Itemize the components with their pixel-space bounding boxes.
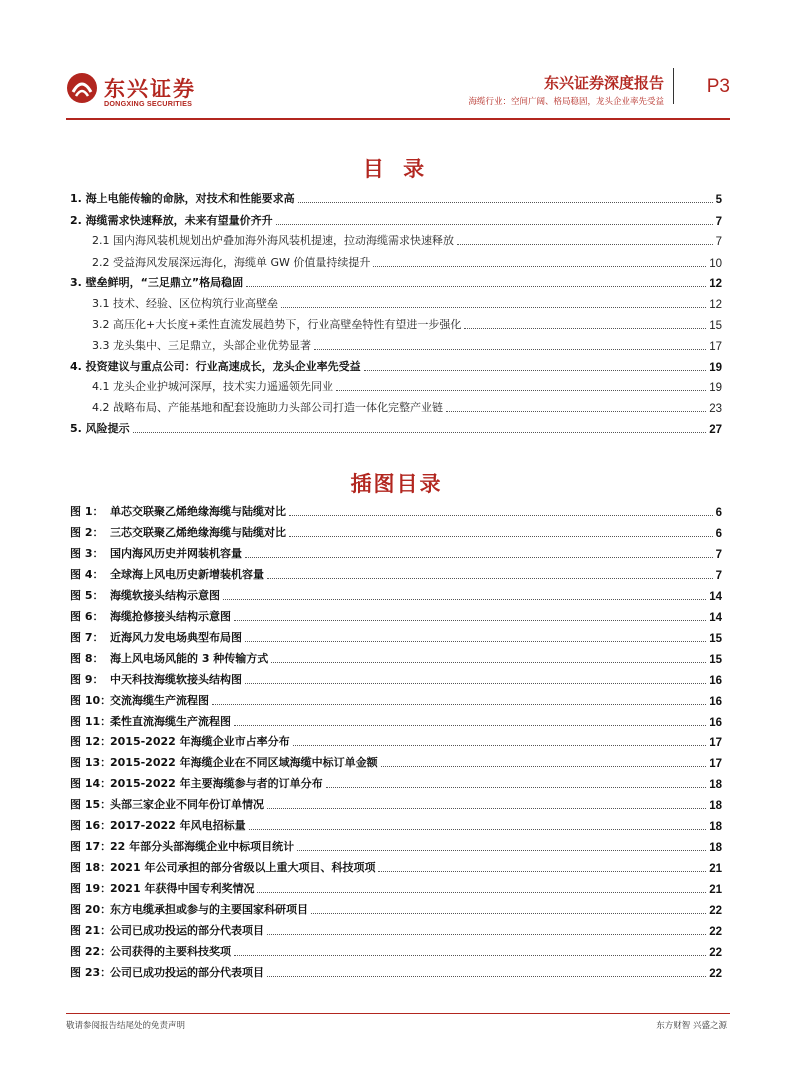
toc-entry-label: 5. 风险提示 [70, 422, 130, 435]
toc-entry[interactable] [92, 232, 722, 248]
figure-entry-page: 17 [709, 758, 722, 770]
toc-entry-page: 10 [709, 258, 722, 270]
toc-entry-page: 7 [715, 216, 722, 228]
footer-rule [66, 1013, 730, 1014]
toc-entry-label: 4.1 龙头企业护城河深厚，技术实力遥遥领先同业 [92, 380, 333, 393]
figure-leader-dots [378, 871, 706, 872]
figure-entry[interactable] [70, 608, 722, 624]
toc-entry-page: 5 [715, 194, 722, 206]
toc-entry-label: 2. 海缆需求快速释放，未来有望量价齐升 [70, 214, 273, 227]
figure-leader-dots [326, 787, 707, 788]
toc-entry-page: 12 [709, 299, 722, 311]
logo-english-text: DONGXING SECURITIES [104, 99, 193, 108]
report-subtitle: 海缆行业：空间广阔、格局稳固，龙头企业率先受益 [468, 97, 664, 107]
figure-entry[interactable] [70, 922, 722, 938]
figure-entry-page: 14 [709, 591, 722, 603]
figure-entry-label: 东方电缆承担或参与的主要国家科研项目 [110, 903, 308, 916]
figure-leader-dots [234, 955, 706, 956]
toc-entry[interactable] [92, 378, 722, 394]
figure-leader-dots [293, 745, 707, 746]
figure-number: 图 16： [70, 819, 112, 832]
figure-entry-page: 22 [709, 905, 722, 917]
company-logo [66, 68, 196, 112]
toc-entry[interactable] [70, 420, 722, 436]
figure-entry[interactable] [70, 503, 722, 519]
figure-number: 图 4： [70, 568, 104, 581]
toc-leader-dots [314, 349, 706, 350]
toc-entry[interactable] [70, 274, 722, 290]
figure-entry-label: 2017-2022 年风电招标量 [110, 819, 246, 832]
figure-entry-page: 18 [709, 779, 722, 791]
figure-entry-page: 7 [715, 549, 722, 561]
toc-title: 目 录 [362, 157, 431, 181]
figure-leader-dots [267, 578, 713, 579]
figure-entry-label: 2021 年公司承担的部分省级以上重大项目、科技项项 [110, 861, 376, 874]
footer-slogan: 东方财智 兴盛之源 [656, 1021, 727, 1031]
figure-number: 图 12： [70, 735, 112, 748]
figure-entry-label: 单芯交联聚乙烯绝缘海缆与陆缆对比 [110, 505, 286, 518]
figure-entry-label: 中天科技海缆软接头结构图 [110, 673, 242, 686]
toc-leader-dots [446, 411, 706, 412]
figure-leader-dots [267, 808, 706, 809]
logo-chinese-text: 东兴证券 [104, 77, 196, 101]
figure-entry-page: 6 [715, 507, 722, 519]
figure-leader-dots [249, 829, 707, 830]
figure-entry[interactable] [70, 524, 722, 540]
toc-entry-page: 15 [709, 320, 722, 332]
figure-leader-dots [267, 934, 706, 935]
figure-entry-label: 交流海缆生产流程图 [110, 694, 209, 707]
toc-entry[interactable] [92, 316, 722, 332]
figure-leader-dots [381, 766, 707, 767]
figure-entry[interactable] [70, 713, 722, 729]
figure-entry-label: 全球海上风电历史新增装机容量 [110, 568, 264, 581]
toc-entry[interactable] [92, 337, 722, 353]
figure-entry-page: 16 [709, 675, 722, 687]
toc-leader-dots [298, 202, 713, 203]
figure-entry[interactable] [70, 754, 722, 770]
toc-entry-page: 27 [709, 424, 722, 436]
figure-number: 图 21： [70, 924, 112, 937]
figure-entry[interactable] [70, 692, 722, 708]
toc-entry[interactable] [92, 295, 722, 311]
figure-entry-label: 海缆软接头结构示意图 [110, 589, 220, 602]
figure-number: 图 2： [70, 526, 104, 539]
figure-number: 图 23： [70, 966, 112, 979]
toc-leader-dots [276, 224, 713, 225]
toc-leader-dots [364, 370, 707, 371]
dongxing-logo-icon [66, 72, 98, 104]
figure-number: 图 8： [70, 652, 104, 665]
figure-entry-label: 2021 年获得中国专利奖情况 [110, 882, 255, 895]
toc-entry-label: 4.2 战略布局、产能基地和配套设施助力头部公司打造一体化完整产业链 [92, 401, 443, 414]
figure-entry-page: 15 [709, 654, 722, 666]
figure-entry-label: 海缆抢修接头结构示意图 [110, 610, 231, 623]
figure-leader-dots [234, 725, 706, 726]
figure-entry-label: 2015-2022 年海缆企业市占率分布 [110, 735, 290, 748]
toc-entry-label: 3. 壁垒鲜明，“三足鼎立”格局稳固 [70, 276, 244, 289]
header-divider [673, 68, 674, 104]
figure-entry-page: 18 [709, 842, 722, 854]
figure-entry-label: 头部三家企业不同年份订单情况 [110, 798, 264, 811]
figure-number: 图 5： [70, 589, 104, 602]
toc-entry-page: 17 [709, 341, 722, 353]
figure-entry-page: 21 [709, 863, 722, 875]
toc-entry-page: 19 [709, 362, 722, 374]
figure-entry-page: 15 [709, 633, 722, 645]
figure-number: 图 14： [70, 777, 112, 790]
figure-number: 图 1： [70, 505, 104, 518]
figure-number: 图 19： [70, 882, 112, 895]
figure-entry[interactable] [70, 545, 722, 561]
toc-entry-label: 4. 投资建议与重点公司：行业高速成长，龙头企业率先受益 [70, 360, 361, 373]
toc-entry-label: 1. 海上电能传输的命脉，对技术和性能要求高 [70, 192, 295, 205]
figure-entry-label: 国内海风历史并网装机容量 [110, 547, 242, 560]
figure-number: 图 3： [70, 547, 104, 560]
figure-entry-page: 21 [709, 884, 722, 896]
toc-entry[interactable] [70, 358, 722, 374]
figure-number: 图 6： [70, 610, 104, 623]
figure-entry-page: 18 [709, 821, 722, 833]
figure-entry[interactable] [70, 964, 722, 980]
toc-entry-page: 23 [709, 403, 722, 415]
figures-title: 插图目录 [350, 472, 443, 496]
figure-number: 图 15： [70, 798, 112, 811]
figure-entry-label: 22 年部分头部海缆企业中标项目统计 [110, 840, 295, 853]
page-header [66, 62, 730, 118]
figure-number: 图 13： [70, 756, 112, 769]
figure-entry[interactable] [70, 901, 722, 917]
figure-entry-label: 2015-2022 年主要海缆参与者的订单分布 [110, 777, 323, 790]
figure-leader-dots [289, 536, 713, 537]
toc-entry-label: 3.2 高压化+大长度+柔性直流发展趋势下，行业高壁垒特性有望进一步强化 [92, 318, 462, 331]
figure-entry[interactable] [70, 775, 722, 791]
toc-leader-dots [336, 390, 706, 391]
figure-number: 图 20： [70, 903, 112, 916]
figure-leader-dots [297, 850, 706, 851]
figure-entry[interactable] [70, 671, 722, 687]
page-number: P3 [706, 76, 730, 97]
toc-leader-dots [457, 244, 713, 245]
figure-entry-page: 22 [709, 968, 722, 980]
figure-entry-label: 三芯交联聚乙烯绝缘海缆与陆缆对比 [110, 526, 286, 539]
figure-leader-dots [245, 683, 706, 684]
figure-leader-dots [257, 892, 706, 893]
figure-entry-page: 14 [709, 612, 722, 624]
figure-entry-label: 2015-2022 年海缆企业在不同区域海缆中标订单金额 [110, 756, 378, 769]
figure-entry-page: 7 [715, 570, 722, 582]
toc-entry[interactable] [70, 212, 722, 228]
figure-entry-label: 公司获得的主要科技奖项 [110, 945, 231, 958]
figure-leader-dots [311, 913, 706, 914]
figure-entry-page: 18 [709, 800, 722, 812]
figure-entry[interactable] [70, 817, 722, 833]
toc-leader-dots [246, 286, 706, 287]
report-title: 东兴证券深度报告 [543, 74, 664, 92]
toc-leader-dots [281, 307, 706, 308]
figure-entry[interactable] [70, 838, 722, 854]
figure-entry-page: 22 [709, 947, 722, 959]
toc-entry-page: 19 [709, 382, 722, 394]
toc-entry-page: 12 [709, 278, 722, 290]
figure-leader-dots [234, 620, 706, 621]
toc-leader-dots [373, 266, 706, 267]
toc-entry-label: 3.1 技术、经验、区位构筑行业高壁垒 [92, 297, 278, 310]
figure-entry[interactable] [70, 733, 722, 749]
toc-leader-dots [464, 328, 706, 329]
figure-number: 图 10： [70, 694, 112, 707]
figure-leader-dots [271, 662, 706, 663]
figure-number: 图 17： [70, 840, 112, 853]
toc-entry[interactable] [92, 254, 722, 270]
figure-leader-dots [245, 641, 706, 642]
footer-disclaimer: 敬请参阅报告结尾处的免责声明 [66, 1021, 186, 1031]
figure-entry[interactable] [70, 796, 722, 812]
figure-leader-dots [212, 704, 706, 705]
figure-entry[interactable] [70, 880, 722, 896]
figure-leader-dots [223, 599, 706, 600]
header-rule [66, 118, 730, 120]
toc-entry-label: 2.1 国内海风装机规划出炉叠加海外海风装机提速，拉动海缆需求快速释放 [92, 234, 454, 247]
figure-leader-dots [267, 976, 706, 977]
toc-entry-label: 2.2 受益海风发展深远海化，海缆单 GW 价值量持续提升 [92, 256, 371, 269]
toc-entry[interactable] [70, 190, 722, 206]
figure-leader-dots [245, 557, 713, 558]
figure-entry-label: 海上风电场风能的 3 种传输方式 [110, 652, 269, 665]
figure-entry-label: 公司已成功投运的部分代表项目 [110, 966, 264, 979]
toc-entry-page: 7 [715, 236, 722, 248]
figure-entry[interactable] [70, 650, 722, 666]
figure-entry[interactable] [70, 587, 722, 603]
figure-entry-label: 公司已成功投运的部分代表项目 [110, 924, 264, 937]
figure-entry-page: 17 [709, 737, 722, 749]
figure-entry[interactable] [70, 629, 722, 645]
figure-entry-page: 16 [709, 696, 722, 708]
toc-entry-label: 3.3 龙头集中、三足鼎立，头部企业优势显著 [92, 339, 311, 352]
figure-entry-label: 近海风力发电场典型布局图 [110, 631, 242, 644]
figure-number: 图 18： [70, 861, 112, 874]
figure-entry-label: 柔性直流海缆生产流程图 [110, 715, 231, 728]
figure-entry[interactable] [70, 859, 722, 875]
toc-entry[interactable] [92, 399, 722, 415]
figure-number: 图 11： [70, 715, 112, 728]
figure-entry-page: 22 [709, 926, 722, 938]
figure-entry[interactable] [70, 566, 722, 582]
figure-leader-dots [289, 515, 713, 516]
figure-entry[interactable] [70, 943, 722, 959]
figure-number: 图 7： [70, 631, 104, 644]
figure-number: 图 9： [70, 673, 104, 686]
figure-entry-page: 6 [715, 528, 722, 540]
toc-leader-dots [133, 432, 707, 433]
figure-entry-page: 16 [709, 717, 722, 729]
figure-number: 图 22： [70, 945, 112, 958]
